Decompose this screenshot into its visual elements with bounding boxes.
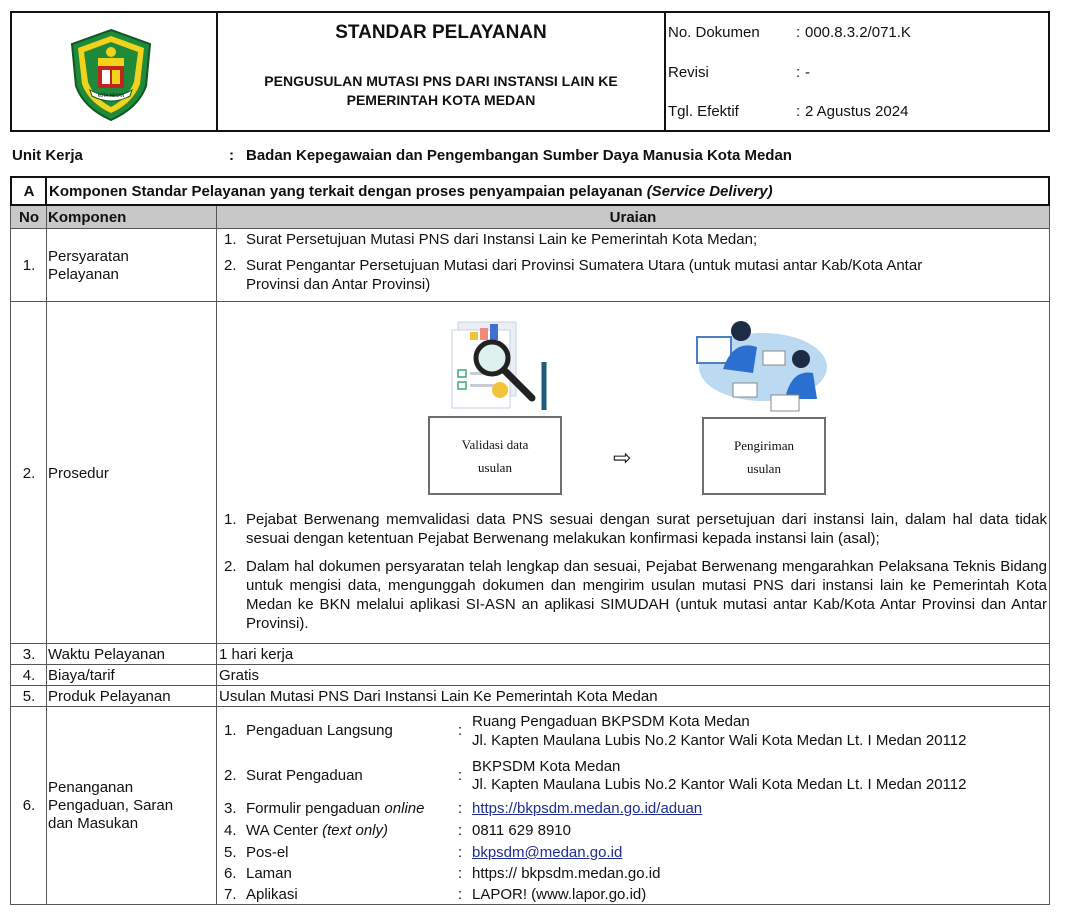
- grid-row-line: [10, 706, 1050, 707]
- row2-item-text: Pejabat Berwenang memvalidasi data PNS sesuai dengan surat persetujuan dari instansi lain, dalam hal data tidak sesuai dengan ketentuan Pejabat Berwenang melakukan konfirmasi kepada instansi lain (asal);: [246, 511, 1047, 547]
- complaint-item-number: 3.: [224, 800, 237, 817]
- grid-komponen-col: [216, 206, 217, 905]
- complaint-item-value: Ruang Pengaduan BKPSDM Kota Medan: [472, 713, 750, 730]
- row1-komponen-line2: Pelayanan: [48, 266, 119, 283]
- complaint-item-sep: :: [458, 822, 463, 839]
- grid-row-line: [10, 664, 1050, 665]
- step1-label-line2: usulan: [478, 460, 512, 475]
- row1-item-number: 2.: [224, 257, 237, 274]
- section-title-text: Komponen Standar Pelayanan yang terkait dengan proses penyampaian pelayanan: [49, 183, 647, 200]
- grid-left: [10, 206, 11, 905]
- doc-title: STANDAR PELAYANAN: [335, 22, 547, 43]
- complaint-item-number: 5.: [224, 844, 237, 861]
- row2-item-number: 1.: [224, 511, 237, 528]
- process-step-pengiriman: [702, 417, 826, 495]
- complaint-item-number: 1.: [224, 722, 237, 739]
- process-step-validasi: [428, 416, 562, 495]
- doc-subtitle-line1: PENGUSULAN MUTASI PNS DARI INSTANSI LAIN KE: [264, 73, 618, 89]
- meta-value-effective: 2 Agustus 2024: [805, 103, 909, 120]
- complaint-item-sep: :: [458, 800, 463, 817]
- complaint-item-label-italic: (text only): [322, 822, 388, 839]
- application-name: LAPOR! (www.lapor.go.id): [472, 886, 647, 903]
- row2-item-text: Dalam hal dokumen persyaratan telah lengkap dan sesuai, Pejabat Berwenang mengarahkan Pelaksana Teknis Bidang untuk mengisi data, mengunggah dokumen dan mengirim usulan mutasi PNS dari instansi lain ke Pemerintah Kota Medan ke BKN melalui aplikasi SI-ASN an aplikasi SIMUDAH (untuk mutasi antar Kab/Kota Antar Provinsi dan Antar Provinsi).: [246, 558, 1047, 632]
- row2-no: 2.: [22, 465, 36, 482]
- meta-sep-revision: :: [796, 64, 801, 81]
- complaint-item-label: Laman: [246, 865, 292, 882]
- complaint-item-sep: :: [458, 722, 463, 739]
- row1-komponen-line1: Persyaratan: [48, 248, 129, 265]
- row5-no: 5.: [22, 688, 36, 705]
- complaint-item-label: Pos-el: [246, 844, 289, 861]
- doc-subtitle-line2: PEMERINTAH KOTA MEDAN: [346, 92, 536, 108]
- complaint-item-label: [246, 799, 424, 818]
- header-divider-2: [664, 11, 666, 132]
- online-submission-illustration: [693, 313, 833, 413]
- complaint-item-value: BKPSDM Kota Medan: [472, 758, 621, 775]
- grid-row-line: [10, 228, 1050, 229]
- complaint-item-sep: :: [458, 767, 463, 784]
- row4-no: 4.: [22, 667, 36, 684]
- complaint-item-label-text: WA Center: [246, 822, 323, 839]
- row1-item-text: Surat Pengantar Persetujuan Mutasi dari Provinsi Sumatera Utara (untuk mutasi antar Kab/Kota Antar: [246, 257, 923, 274]
- meta-label-revision: Revisi: [668, 64, 709, 81]
- unit-label: Unit Kerja: [12, 147, 83, 164]
- meta-label-effective: Tgl. Efektif: [668, 103, 739, 120]
- row4-komponen: Biaya/tarif: [48, 667, 115, 684]
- complaint-item-number: 6.: [224, 865, 237, 882]
- unit-value: Badan Kepegawaian dan Pengembangan Sumber Daya Manusia Kota Medan: [246, 147, 792, 164]
- unit-sep: :: [229, 147, 234, 164]
- step2-label-line2: usulan: [747, 461, 781, 476]
- complaint-item-label-italic: online: [384, 800, 425, 817]
- complaint-item-label: Pengaduan Langsung: [246, 722, 393, 739]
- row6-komponen-line3: dan Masukan: [48, 815, 139, 832]
- wa-center-number: 0811 629 8910: [472, 822, 571, 839]
- row6-komponen-line1: Penanganan: [48, 779, 134, 796]
- row2-komponen: Prosedur: [48, 465, 109, 482]
- row6-no: 6.: [22, 797, 36, 814]
- complaint-item-sep: :: [458, 886, 463, 903]
- process-arrow-icon: ⇨: [613, 445, 632, 470]
- meta-sep-document: :: [796, 24, 801, 41]
- complaint-item-address: Jl. Kapten Maulana Lubis No.2 Kantor Wali Kota Medan Lt. I Medan 20112: [472, 732, 967, 749]
- website-url: https:// bkpsdm.medan.go.id: [472, 865, 661, 882]
- row5-komponen: Produk Pelayanan: [48, 688, 171, 705]
- email-link[interactable]: bkpsdm@medan.go.id: [472, 844, 623, 861]
- complaint-item-number: 7.: [224, 886, 237, 903]
- meta-value-document: 000.8.3.2/071.K: [805, 24, 911, 41]
- row1-item-number: 1.: [224, 231, 237, 248]
- row6-komponen-line2: Pengaduan, Saran: [48, 797, 174, 814]
- row2-item-number: 2.: [224, 558, 237, 575]
- city-logo: [68, 28, 154, 122]
- row4-uraian: Gratis: [219, 667, 260, 684]
- section-title-italic: (Service Delivery): [646, 183, 773, 200]
- complaint-form-link[interactable]: https://bkpsdm.medan.go.id/aduan: [472, 800, 703, 817]
- complaint-item-label: [246, 821, 388, 840]
- row1-item-text: Surat Persetujuan Mutasi PNS dari Instansi Lain ke Pemerintah Kota Medan;: [246, 231, 758, 248]
- col-header-komponen: Komponen: [48, 209, 127, 226]
- complaint-item-number: 4.: [224, 822, 237, 839]
- row3-no: 3.: [22, 646, 36, 663]
- complaint-item-label-text: Formulir pengaduan: [246, 800, 385, 817]
- row1-item-text-cont: Provinsi dan Antar Provinsi): [246, 276, 431, 293]
- row5-uraian: Usulan Mutasi PNS Dari Instansi Lain Ke Pemerintah Kota Medan: [219, 688, 658, 705]
- grid-right: [1049, 206, 1050, 905]
- step2-label-line1: Pengiriman: [734, 438, 794, 453]
- logo-text: KOTA MEDAN: [97, 93, 125, 98]
- row3-uraian: 1 hari kerja: [219, 646, 294, 663]
- complaint-item-address: Jl. Kapten Maulana Lubis No.2 Kantor Wali Kota Medan Lt. I Medan 20112: [472, 776, 967, 793]
- grid-bottom: [10, 904, 1050, 905]
- complaint-item-sep: :: [458, 865, 463, 882]
- complaint-item-label: Aplikasi: [246, 886, 298, 903]
- step1-label-line1: Validasi data: [461, 437, 529, 452]
- meta-value-revision: -: [805, 64, 810, 81]
- row1-no: 1.: [22, 257, 36, 274]
- document-search-illustration: [448, 318, 552, 416]
- complaint-item-sep: :: [458, 844, 463, 861]
- complaint-item-number: 2.: [224, 767, 237, 784]
- meta-sep-effective: :: [796, 103, 801, 120]
- col-header-no: No: [19, 209, 39, 226]
- grid-row-line: [10, 685, 1050, 686]
- grid-row-line: [10, 301, 1050, 302]
- section-title: [49, 182, 773, 201]
- grid-no-col: [46, 206, 47, 905]
- meta-label-document: No. Dokumen: [668, 24, 760, 41]
- grid-row-line: [10, 643, 1050, 644]
- section-letter: A: [23, 183, 35, 200]
- row3-komponen: Waktu Pelayanan: [48, 646, 166, 663]
- col-header-uraian: Uraian: [609, 209, 657, 226]
- complaint-item-label: Surat Pengaduan: [246, 767, 363, 784]
